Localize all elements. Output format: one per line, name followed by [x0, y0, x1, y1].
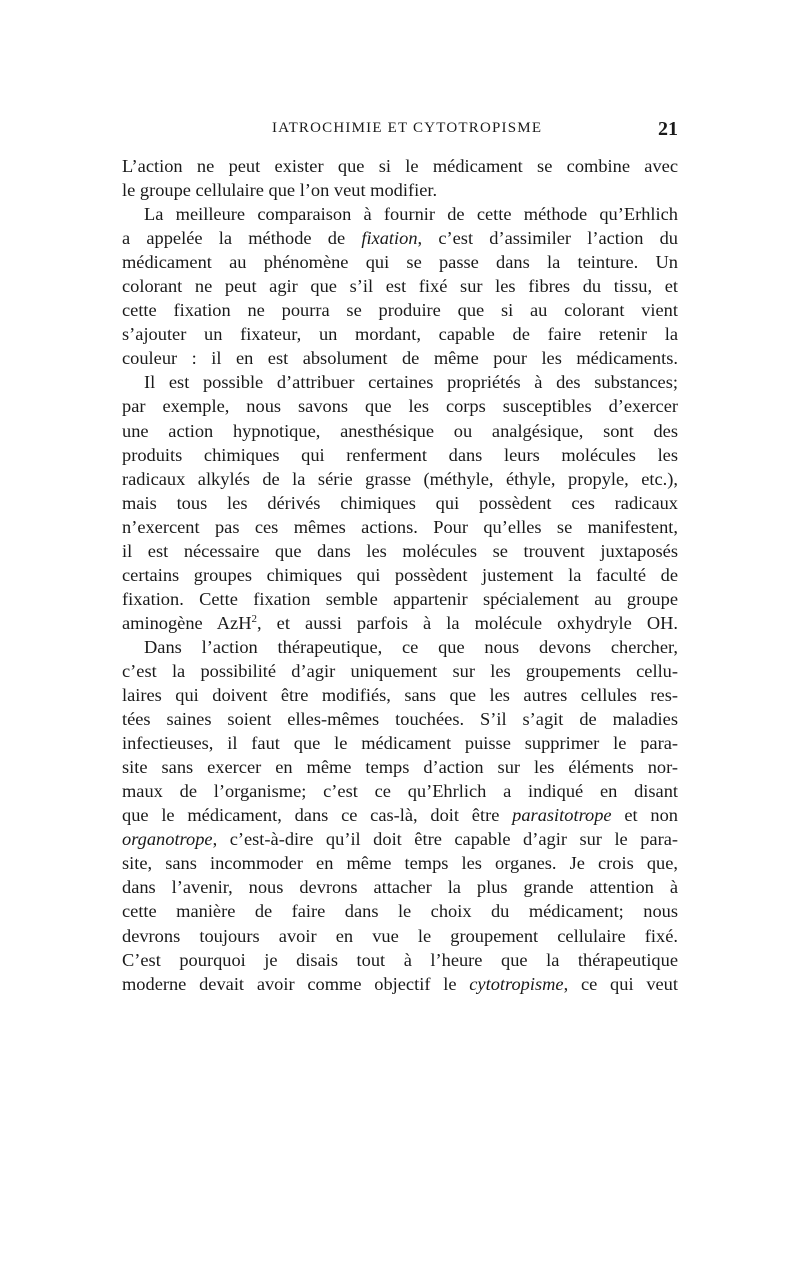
text-line — [122, 394, 678, 418]
text-line — [122, 803, 678, 827]
text-segment: , et aussi parfois à la molécule oxhydryle OH. — [256, 612, 678, 633]
text-segment: C’est pourquoi je disais tout à l’heure que la thérapeutique — [122, 949, 678, 970]
text-segment: médicament au phénomène qui se passe dans la teinture. Un — [122, 252, 678, 273]
text-segment: que le médicament, dans ce cas-là, doit être — [122, 805, 513, 826]
running-title: IATROCHIMIE ET CYTOTROPISME — [272, 120, 543, 136]
text-line — [122, 539, 678, 563]
text-segment: il est nécessaire que dans les molécules se trouvent juxtaposés — [122, 540, 678, 561]
text-segment: cette fixation ne pourra se produire que si au colorant vient — [122, 300, 678, 321]
text-segment: moderne devait avoir comme objectif le — [122, 973, 470, 994]
text-segment: L’action ne peut exister que si le médicament se combine avec — [122, 156, 678, 176]
italic-term: fixation — [361, 228, 418, 249]
text-segment: une action hypnotique, anesthésique ou analgésique, sont des — [122, 420, 678, 441]
text-line — [122, 250, 678, 274]
text-segment: La meilleure comparaison à fournir de cette méthode qu’Erhlich — [144, 204, 678, 225]
text-segment: couleur : il en est absolument de même pour les médicaments. — [122, 348, 678, 369]
text-line — [122, 370, 678, 394]
text-line — [122, 707, 678, 731]
text-line — [122, 779, 678, 803]
italic-term: parasitotrope — [512, 805, 612, 826]
text-segment: fixation. Cette fixation semble appartenir spécialement au groupe — [122, 588, 678, 609]
text-segment: Dans l’action thérapeutique, ce que nous devons chercher, — [144, 636, 678, 657]
text-line — [122, 467, 678, 491]
text-segment: colorant ne peut agir que s’il est fixé sur les fibres du tissu, et — [122, 276, 678, 297]
text-segment: , ce qui veut — [563, 973, 678, 994]
text-segment: dans l’avenir, nous devrons attacher la plus grande attention à — [122, 877, 678, 898]
text-segment: site, sans incommoder en même temps les organes. Je crois que, — [122, 853, 678, 874]
text-segment: , c’est d’assimiler l’action du — [417, 228, 678, 249]
text-segment: maux de l’organisme; c’est ce qu’Ehrlich a indiqué en disant — [122, 781, 678, 802]
text-line — [122, 419, 678, 443]
text-segment: mais tous les dérivés chimiques qui possèdent ces radicaux — [122, 492, 678, 513]
text-line — [122, 154, 678, 178]
text-line — [122, 899, 678, 923]
superscript: 2 — [251, 612, 257, 625]
text-segment: et non — [611, 805, 678, 826]
page-header — [122, 118, 678, 144]
text-line — [122, 563, 678, 587]
italic-term: organotrope — [122, 829, 213, 850]
text-line — [122, 755, 678, 779]
text-line — [122, 875, 678, 899]
text-segment: cette manière de faire dans le choix du médicament; nous — [122, 901, 678, 922]
text-segment: c’est la possibilité d’agir uniquement sur les groupements cellu- — [122, 660, 678, 681]
text-segment: , c’est-à-dire qu’il doit être capable d’agir sur le para- — [212, 829, 678, 850]
text-segment: infectieuses, il faut que le médicament puisse supprimer le para- — [122, 733, 678, 754]
text-line — [122, 226, 678, 250]
text-line — [122, 972, 678, 996]
text-line — [122, 851, 678, 875]
text-segment: par exemple, nous savons que les corps susceptibles d’exercer — [122, 396, 678, 417]
text-segment: tées saines soient elles-mêmes touchées. S’il s’agit de maladies — [122, 709, 678, 730]
text-line — [122, 731, 678, 755]
text-line — [122, 948, 678, 972]
text-segment: certains groupes chimiques qui possèdent justement la faculté de — [122, 564, 678, 585]
text-segment: le groupe cellulaire que l’on veut modifier. — [122, 180, 438, 201]
text-line — [122, 443, 678, 467]
text-segment: laires qui doivent être modifiés, sans que les autres cellules res- — [122, 685, 678, 706]
italic-term: cytotropisme — [469, 973, 564, 994]
text-segment: n’exercent pas ces mêmes actions. Pour qu’elles se manifestent, — [122, 516, 678, 537]
text-line — [122, 683, 678, 707]
text-line — [122, 322, 678, 346]
page-number: 21 — [658, 118, 678, 140]
text-segment: devrons toujours avoir en vue le groupement cellulaire fixé. — [122, 925, 678, 946]
text-line — [122, 611, 678, 635]
text-line — [122, 346, 678, 370]
text-line — [122, 515, 678, 539]
text-line — [122, 659, 678, 683]
text-segment: site sans exercer en même temps d’action sur les éléments nor- — [122, 757, 678, 778]
text-line — [122, 924, 678, 948]
text-line — [122, 298, 678, 322]
text-line — [122, 202, 678, 226]
text-segment: produits chimiques qui renferment dans leurs molécules les — [122, 444, 678, 465]
text-segment: aminogène AzH — [122, 612, 252, 633]
body-text — [122, 154, 678, 996]
text-line — [122, 274, 678, 298]
text-line — [122, 491, 678, 515]
text-line — [122, 635, 678, 659]
text-segment: Il est possible d’attribuer certaines propriétés à des substances; — [144, 372, 678, 393]
text-segment: a appelée la méthode de — [122, 228, 362, 249]
text-segment: radicaux alkylés de la série grasse (méthyle, éthyle, propyle, etc.), — [122, 468, 678, 489]
text-line — [122, 827, 678, 851]
text-line — [122, 587, 678, 611]
text-line — [122, 178, 678, 202]
text-segment: s’ajouter un fixateur, un mordant, capable de faire retenir la — [122, 324, 678, 345]
